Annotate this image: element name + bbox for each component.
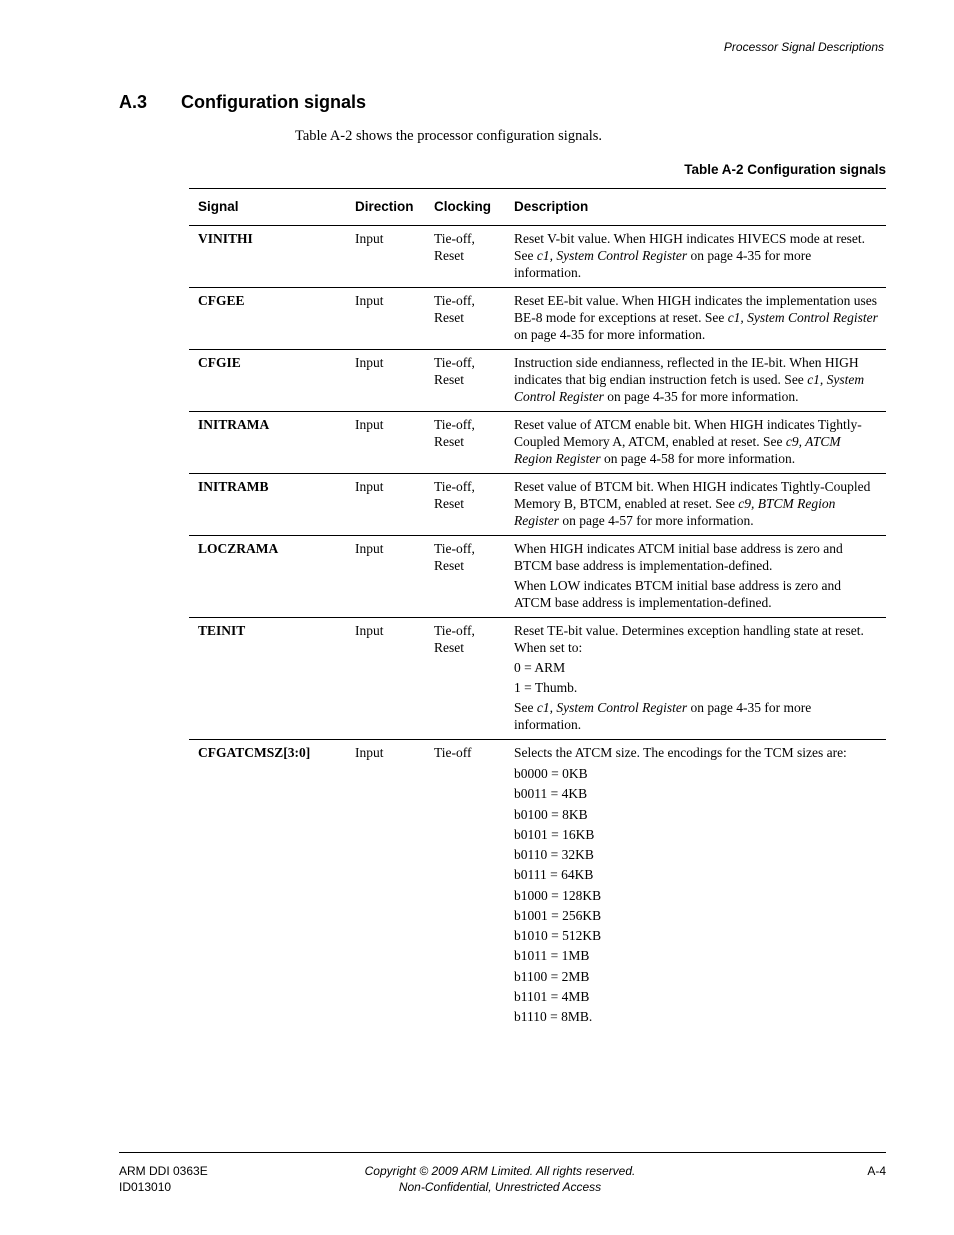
description-text: Reset value of BTCM bit. When HIGH indicates Tightly-Coupled Memory B, BTCM, enabled at reset. See: [514, 479, 871, 511]
clocking-line: Tie-off: [434, 745, 472, 760]
clocking-line: Tie-off,: [434, 417, 475, 432]
description-paragraph: [514, 540, 880, 574]
cross-reference: c1, System Control Register: [536, 248, 688, 263]
footer-divider: [119, 1152, 886, 1153]
encoding-item: b1101 = 4MB: [514, 988, 590, 1004]
description-paragraph: [514, 577, 880, 611]
description-paragraph: [514, 478, 880, 529]
description-paragraph: [514, 679, 880, 696]
description-text: on page 4-35 for more information.: [514, 700, 812, 732]
clocking-line: Reset: [434, 372, 464, 387]
running-header: Processor Signal Descriptions: [723, 40, 884, 54]
encoding-item: b1001 = 256KB: [514, 907, 602, 923]
description-text: 1 = Thumb.: [514, 680, 578, 695]
footer-page-number: A-4: [867, 1164, 886, 1178]
description-text: Reset TE-bit value. Determines exception handling state at reset. When set to:: [514, 623, 864, 655]
signal-direction: Input: [355, 745, 384, 760]
description-text: When HIGH indicates ATCM initial base address is zero and BTCM base address is implementation-defined.: [514, 541, 843, 573]
section-heading: [119, 92, 366, 113]
description-paragraph: [514, 659, 880, 676]
clocking-line: Reset: [434, 434, 464, 449]
table-row: [189, 618, 886, 740]
encoding-item: b1011 = 1MB: [514, 948, 590, 964]
signal-name: LOCZRAMA: [189, 536, 346, 618]
description-text: Reset V-bit value. When HIGH indicates HIVECS mode at reset. See: [514, 231, 866, 263]
description-text: on page 4-58 for more information.: [600, 451, 796, 466]
header-signal: Signal: [189, 189, 346, 226]
signal-description: [505, 412, 886, 474]
encoding-item: b1110 = 8MB.: [514, 1009, 593, 1024]
cross-reference: c1, System Control Register: [514, 372, 865, 404]
intro-paragraph: Table A-2 shows the processor configuration signals.: [295, 128, 603, 144]
encoding-item: b1010 = 512KB: [514, 928, 602, 943]
description-paragraph: [514, 699, 880, 733]
signal-name: CFGATCMSZ[3:0]: [198, 745, 311, 760]
signal-name: CFGIE: [189, 350, 346, 412]
description-text: Selects the ATCM size. The encodings for the TCM sizes are:: [514, 745, 847, 760]
table-row: [189, 474, 886, 536]
table-body: [189, 226, 886, 1034]
cross-reference: c9, ATCM Region Register: [514, 434, 841, 466]
description-text: When LOW indicates BTCM initial base address is zero and ATCM base address is implementation-defined.: [514, 578, 842, 610]
signal-description: [505, 474, 886, 536]
table-row: [189, 412, 886, 474]
footer-access: Non-Confidential, Unrestricted Access: [398, 1180, 602, 1194]
clocking-line: Tie-off,: [434, 541, 475, 556]
description-paragraph: [514, 354, 880, 405]
signal-direction: Input: [346, 618, 425, 740]
clocking-line: Tie-off,: [434, 355, 475, 370]
signal-clocking: [425, 350, 505, 412]
clocking-line: Tie-off,: [434, 479, 475, 494]
signal-description: [505, 740, 886, 1034]
description-text: on page 4-35 for more information.: [514, 248, 812, 280]
table-header-row: [189, 189, 886, 226]
description-paragraph: [514, 416, 880, 467]
signal-direction: Input: [346, 288, 425, 350]
footer-doc-id: ARM DDI 0363E: [119, 1164, 208, 1178]
clocking-line: Tie-off,: [434, 231, 475, 246]
header-description: Description: [505, 189, 886, 226]
signal-clocking: [425, 474, 505, 536]
table-caption: Table A-2 Configuration signals: [684, 162, 886, 177]
clocking-line: Reset: [434, 640, 464, 655]
description-text: on page 4-57 for more information.: [559, 513, 754, 528]
signal-description: [505, 536, 886, 618]
description-paragraph: [514, 292, 880, 343]
signal-name: INITRAMA: [189, 412, 346, 474]
signal-clocking: [425, 618, 505, 740]
description-text: on page 4-35 for more information.: [603, 389, 799, 404]
signal-clocking: [425, 226, 505, 288]
footer-left: [119, 1163, 208, 1195]
description-text: Reset EE-bit value. When HIGH indicates the implementation uses BE-8 mode for exceptions at reset. See: [514, 293, 878, 325]
signal-name: INITRAMB: [189, 474, 346, 536]
footer-center: [340, 1163, 660, 1195]
cross-reference: c1, System Control Register: [536, 700, 688, 715]
encoding-item: b0110 = 32KB: [514, 847, 594, 862]
signal-description: [505, 350, 886, 412]
header-clocking: Clocking: [425, 189, 505, 226]
table-row: [189, 350, 886, 412]
signal-direction: Input: [346, 536, 425, 618]
signal-clocking: [425, 740, 505, 1034]
configuration-signals-table: [189, 188, 886, 1033]
section-title: Configuration signals: [181, 92, 367, 112]
description-paragraph: [514, 622, 880, 656]
signal-direction: Input: [346, 350, 425, 412]
clocking-line: Reset: [434, 310, 464, 325]
cross-reference: c1, System Control Register: [727, 310, 878, 325]
signal-direction: Input: [346, 474, 425, 536]
description-text: See: [514, 700, 537, 715]
description-text: Instruction side endianness, reflected in the IE-bit. When HIGH indicates that big endian instruction fetch is used. See: [514, 355, 859, 387]
signal-description: [505, 618, 886, 740]
signal-direction: Input: [346, 226, 425, 288]
table-row: [189, 226, 886, 288]
signal-description: [505, 288, 886, 350]
footer-copyright: Copyright © 2009 ARM Limited. All rights reserved.: [364, 1164, 636, 1178]
description-text: 0 = ARM: [514, 660, 566, 675]
description-paragraph: [514, 230, 880, 281]
encoding-item: b0111 = 64KB: [514, 867, 594, 883]
encoding-item: b1000 = 128KB: [514, 887, 602, 903]
signal-clocking: [425, 536, 505, 618]
clocking-line: Reset: [434, 558, 464, 573]
encoding-item: b0000 = 0KB: [514, 766, 588, 781]
header-direction: Direction: [346, 189, 425, 226]
signal-name: CFGEE: [189, 288, 346, 350]
clocking-line: Reset: [434, 248, 464, 263]
encoding-item: b0100 = 8KB: [514, 806, 588, 822]
table-row: [189, 536, 886, 618]
signal-clocking: [425, 288, 505, 350]
description-text: Reset value of ATCM enable bit. When HIGH indicates Tightly-Coupled Memory A, ATCM, enabled at reset. See: [514, 417, 862, 449]
section-number: A.3: [119, 92, 148, 112]
signal-clocking: [425, 412, 505, 474]
table-row: [189, 740, 886, 1034]
description-text: on page 4-35 for more information.: [514, 327, 706, 342]
signal-name: VINITHI: [189, 226, 346, 288]
table-row: [189, 288, 886, 350]
clocking-line: Tie-off,: [434, 293, 475, 308]
cross-reference: c9, BTCM Region Register: [514, 496, 836, 528]
signal-description: [505, 226, 886, 288]
clocking-line: Tie-off,: [434, 623, 475, 638]
encoding-item: b0011 = 4KB: [514, 786, 588, 802]
encoding-item: b1100 = 2MB: [514, 968, 590, 984]
signal-direction: Input: [346, 412, 425, 474]
description-paragraph: [514, 744, 880, 761]
clocking-line: Reset: [434, 496, 464, 511]
encoding-item: b0101 = 16KB: [514, 826, 595, 842]
footer-issue-id: ID013010: [119, 1180, 172, 1194]
signal-name: TEINIT: [189, 618, 346, 740]
